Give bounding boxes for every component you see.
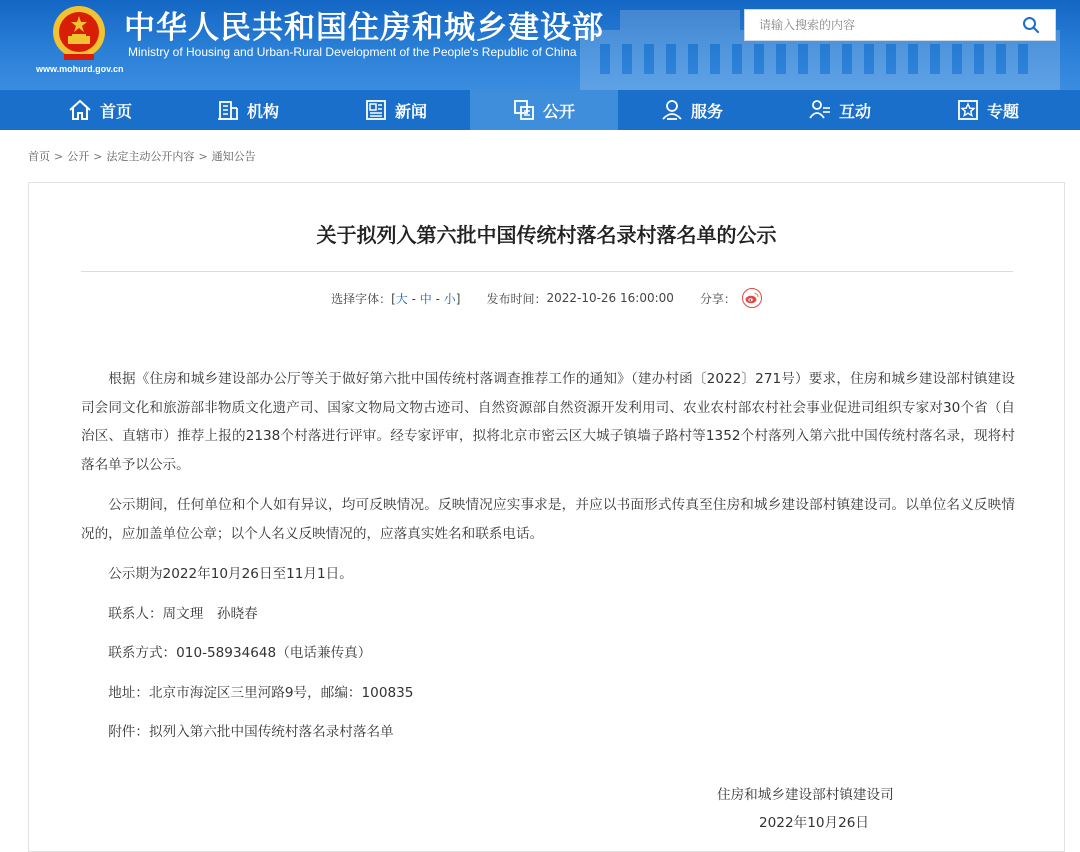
topic-icon (957, 99, 979, 121)
publish-label: 发布时间： (486, 291, 547, 306)
font-size-large[interactable]: 大 (395, 291, 408, 306)
search-button[interactable] (1007, 10, 1055, 40)
disclosure-icon (513, 99, 535, 121)
signature-org: 住房和城乡建设部村镇建设司 (717, 787, 894, 803)
breadcrumb-disclosure[interactable]: 公开 (67, 150, 90, 163)
service-icon (661, 99, 683, 121)
nav-label: 专题 (986, 101, 1019, 121)
contact-person: 联系人：周文理 孙晓春 (108, 605, 258, 622)
signature-block (717, 781, 894, 837)
nav-item-disclosure[interactable] (470, 90, 618, 130)
publicity-period: 公示期为2022年10月26日至11月1日。 (108, 566, 353, 582)
font-size-medium[interactable]: 中 (419, 291, 432, 306)
main-nav (0, 90, 1080, 130)
weibo-share-button[interactable] (742, 288, 762, 308)
article-title: 关于拟列入第六批中国传统村落名录村落名单的公示 (316, 223, 777, 247)
breadcrumb-statutory-content[interactable]: 法定主动公开内容 (106, 150, 195, 163)
publish-time: 2022-10-26 16:00:00 (546, 291, 674, 305)
site-subtitle: Ministry of Housing and Urban-Rural Development of the People's Republic of China (128, 45, 577, 59)
font-size-label: 选择字体：[ (331, 291, 396, 306)
nav-item-interaction[interactable] (766, 90, 914, 130)
title-divider (81, 271, 1013, 272)
attachment-link[interactable]: 附件：拟列入第六批中国传统村落名录村落名单 (108, 724, 394, 740)
search-input[interactable] (745, 10, 1007, 40)
weibo-icon (745, 292, 759, 304)
nav-label: 首页 (99, 101, 132, 121)
nav-label: 公开 (542, 101, 575, 121)
signature-date: 2022年10月26日 (759, 815, 869, 831)
nav-item-organization[interactable] (174, 90, 322, 130)
nav-item-news[interactable] (322, 90, 470, 130)
contact-phone: 联系方式：010-58934648（电话兼传真） (108, 645, 372, 661)
building-icon (217, 99, 239, 121)
font-size-small[interactable]: 小 (443, 291, 456, 306)
article-container (28, 182, 1065, 852)
article-meta (29, 288, 1064, 308)
breadcrumb-separator: > (93, 150, 103, 163)
nav-label: 互动 (838, 101, 871, 121)
nav-item-home[interactable] (26, 90, 174, 130)
search-box (744, 9, 1056, 41)
search-icon (1022, 16, 1040, 34)
nav-label: 机构 (246, 101, 279, 121)
interaction-icon (809, 99, 831, 121)
article-body (81, 365, 1015, 758)
nav-label: 新闻 (394, 101, 427, 121)
site-url: www.mohurd.gov.cn (36, 64, 124, 74)
news-icon (365, 99, 387, 121)
nav-label: 服务 (690, 101, 723, 121)
share-label: 分享： (699, 291, 736, 306)
contact-address: 地址：北京市海淀区三里河路9号，邮编：100835 (108, 684, 414, 701)
font-size-selector: 选择字体：[大 - 中 - 小] (331, 291, 461, 306)
body-paragraph: 根据《住房和城乡建设部办公厅等关于做好第六批中国传统村落调查推荐工作的通知》（建办村函〔2022〕271号）要求，住房和城乡建设部村镇建设司会同文化和旅游部非物质文化遗产司、国家文物局文物古迹司、自然资源部自然资源开发利用司、农业农村部农村社会事业促进司组织专家对30个省（自治区、直辖市）推荐上报的2138个村落进行评审。经专家评审，拟将北京市密云区大城子镇墙子路村等1352个村落列入第六批中国传统村落名录，现将村落名单予以公示。 (81, 371, 1015, 473)
breadcrumb-notices[interactable]: 通知公告 (211, 150, 256, 163)
breadcrumb-separator: > (198, 150, 208, 163)
breadcrumb (0, 130, 1080, 182)
body-paragraph: 公示期间，任何单位和个人如有异议，均可反映情况。反映情况应实事求是，并应以书面形式传真至住房和城乡建设部村镇建设司。以单位名义反映情况的，应加盖单位公章；以个人名义反映情况的，应落真实姓名和联系电话。 (81, 497, 1015, 542)
breadcrumb-separator: > (54, 150, 64, 163)
home-icon (68, 99, 92, 121)
font-size-bracket: ] (455, 291, 461, 306)
site-header (0, 0, 1080, 90)
nav-item-service[interactable] (618, 90, 766, 130)
breadcrumb-home[interactable]: 首页 (28, 150, 50, 163)
nav-item-topic[interactable] (914, 90, 1062, 130)
site-title: 中华人民共和国住房和城乡建设部 (124, 10, 604, 46)
national-emblem-icon (46, 4, 112, 62)
